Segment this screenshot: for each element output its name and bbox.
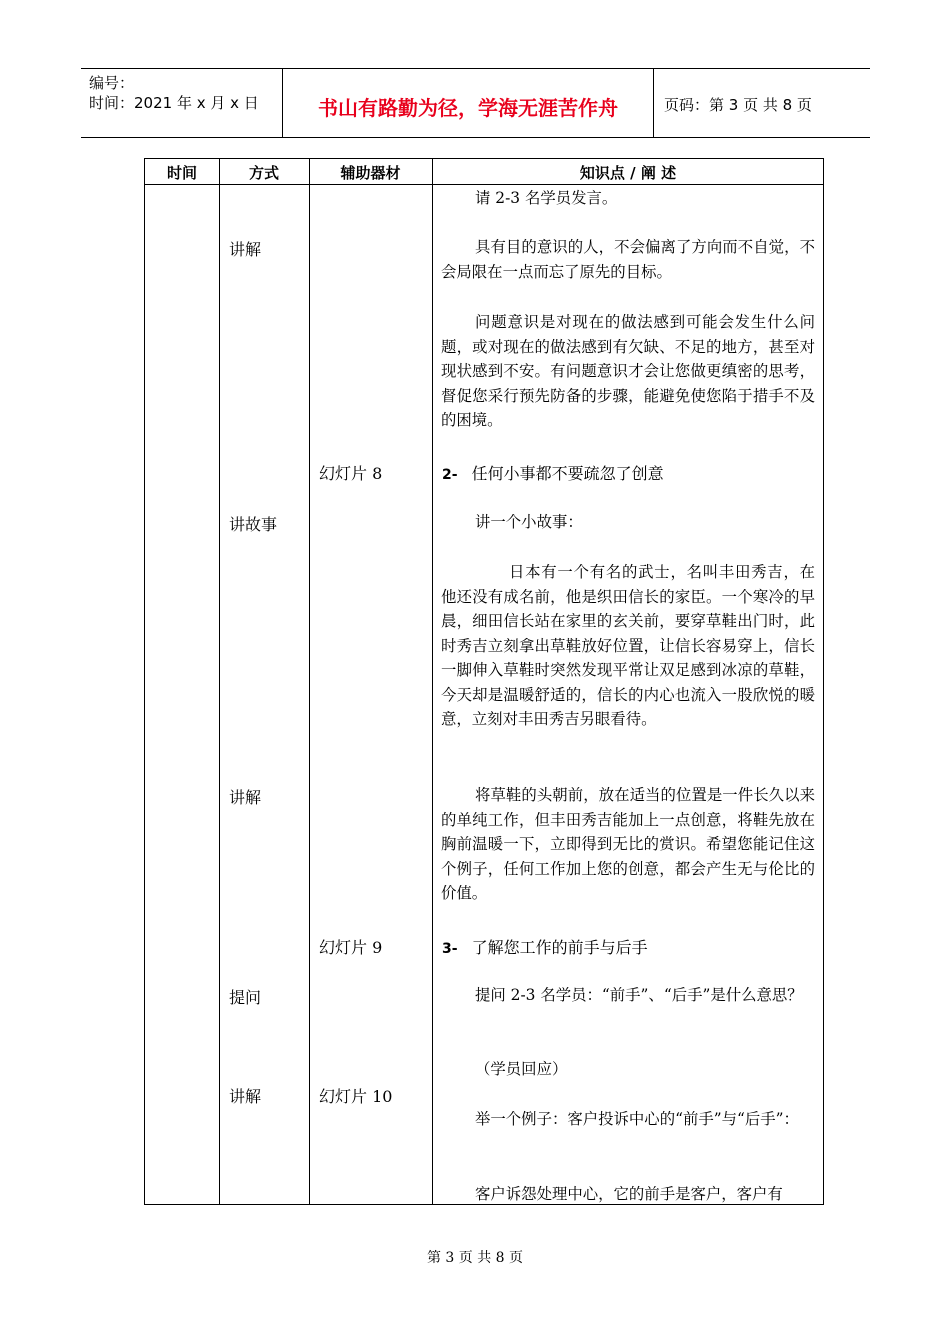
- column-divider: [219, 159, 220, 1204]
- content-paragraph: （学员回应）: [475, 1060, 568, 1078]
- lesson-plan-table: [144, 158, 824, 1205]
- header-motto-cell: [283, 69, 654, 137]
- method-cell: 讲解: [229, 1087, 262, 1106]
- story-paragraph: 日本有一个有名的武士，名叫丰田秀吉，在他还没有成名前，他是织田信长的家臣。一个寒冷的早晨，细田信长站在家里的玄关前，要穿草鞋出门时，此时秀吉立刻拿出草鞋放好位置，让信长容易穿上，信长一脚伸入草鞋时突然发现平常让双足感到冰凉的草鞋，今天却是温暖舒适的，信长的内心也流入一股欣悦的暖意，立刻对丰田秀吉另眼看待。: [441, 563, 815, 728]
- column-header-equipment: 辅助器材: [340, 164, 401, 182]
- column-header-knowledge: 知识点 / 阐 述: [579, 164, 677, 182]
- content-paragraph: 客户诉怨处理中心，它的前手是客户，客户有: [475, 1185, 783, 1203]
- column-header-time: 时间: [166, 164, 197, 182]
- header-page-number: 页码：第 3 页 共 8 页: [664, 96, 812, 114]
- topic-heading: [442, 461, 664, 484]
- column-divider: [432, 159, 433, 1204]
- topic-heading: [442, 935, 648, 958]
- document-date-label: 时间：2021 年 x 月 x 日: [89, 94, 259, 112]
- equipment-cell: 幻灯片 10: [319, 1087, 393, 1106]
- content-paragraph: 讲一个小故事：: [475, 513, 583, 531]
- method-cell: 讲故事: [229, 515, 278, 534]
- header-page-cell: [654, 69, 870, 137]
- content-paragraph: 请 2-3 名学员发言。: [475, 189, 618, 207]
- method-cell: 提问: [229, 988, 262, 1007]
- header-info-cell: [81, 69, 283, 137]
- content-paragraph: 具有目的意识的人，不会偏离了方向而不自觉，不会局限在一点而忘了原先的目标。: [441, 238, 815, 281]
- content-paragraph: 将草鞋的头朝前，放在适当的位置是一件长久以来的单纯工作，但丰田秀吉能加上一点创意，将鞋先放在胸前温暖一下，立即得到无比的赏识。希望您能记住这个例子，任何工作加上您的创意，都会产生无与伦比的价值。: [441, 786, 815, 902]
- header-row-divider: [145, 184, 823, 185]
- page-footer: 第 3 页 共 8 页: [426, 1250, 524, 1266]
- column-header-method: 方式: [248, 164, 279, 182]
- equipment-cell: 幻灯片 8: [319, 464, 383, 483]
- topic-number: 2-: [442, 467, 458, 483]
- equipment-cell: 幻灯片 9: [319, 938, 383, 957]
- header-motto: 书山有路勤为径，学海无涯苦作舟: [318, 96, 618, 120]
- page-header: [81, 68, 870, 138]
- document-code-label: 编号：: [89, 74, 135, 92]
- topic-title: 了解您工作的前手与后手: [471, 938, 648, 957]
- content-paragraph: 问题意识是对现在的做法感到可能会发生什么问题，或对现在的做法感到有欠缺、不足的地方，甚至对现状感到不安。有问题意识才会让您做更缜密的思考，督促您采行预先防备的步骤，能避免使您陷于措手不及的困境。: [441, 313, 815, 429]
- content-paragraph: 举一个例子：客户投诉中心的“前手”与“后手”：: [475, 1110, 799, 1128]
- content-paragraph: 提问 2-3 名学员：“前手”、“后手”是什么意思？: [475, 986, 803, 1004]
- topic-title: 任何小事都不要疏忽了创意: [471, 464, 664, 483]
- column-divider: [309, 159, 310, 1204]
- method-cell: 讲解: [229, 240, 262, 259]
- method-cell: 讲解: [229, 788, 262, 807]
- topic-number: 3-: [442, 941, 458, 957]
